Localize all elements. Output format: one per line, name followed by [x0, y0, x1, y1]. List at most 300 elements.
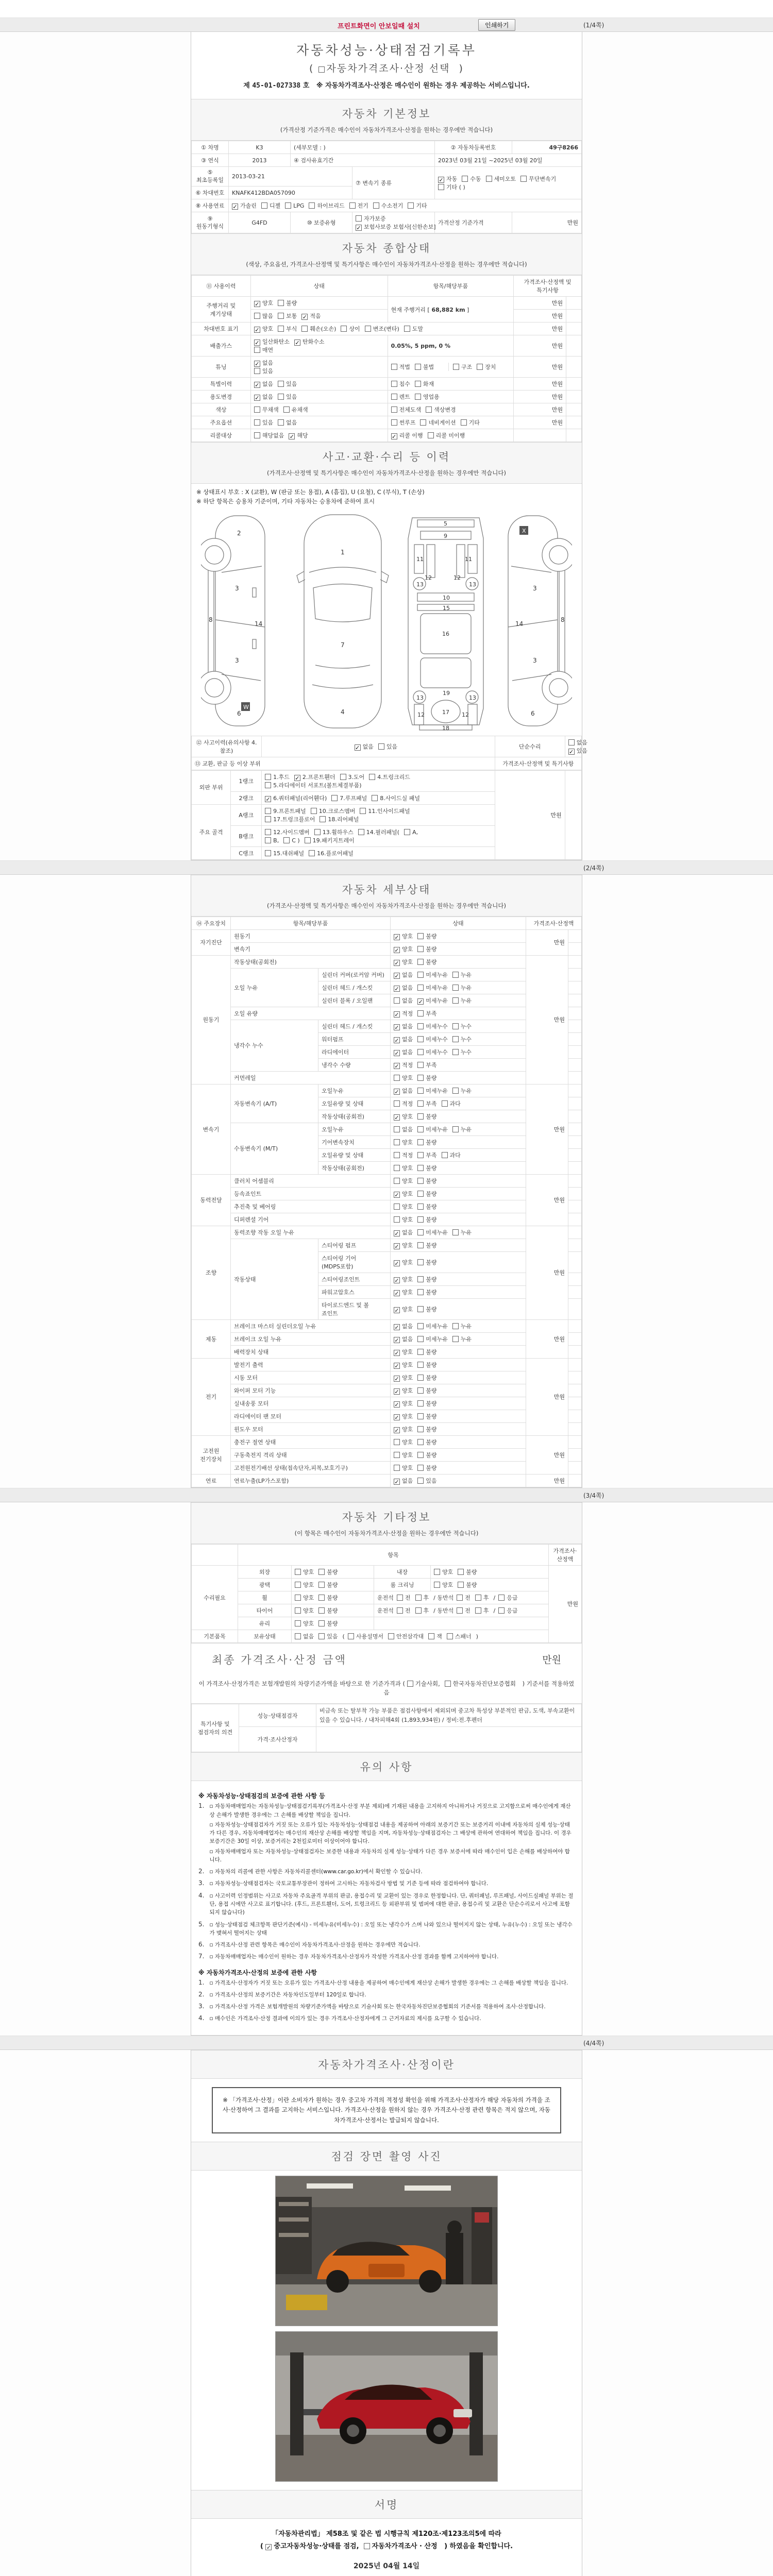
checkbox[interactable] [442, 1100, 448, 1107]
device-group-label: 전기 [192, 1358, 231, 1435]
checkbox[interactable] [394, 1204, 400, 1210]
checkbox[interactable]: ✓ [394, 1114, 399, 1121]
option [391, 418, 416, 427]
checkbox[interactable] [394, 997, 400, 1004]
extra-cell [568, 1174, 581, 1187]
checkbox[interactable] [498, 1607, 505, 1614]
extra-cell [568, 1136, 581, 1148]
checkbox[interactable]: ✓ [255, 382, 260, 388]
checkbox[interactable]: ✓ [355, 744, 360, 751]
checkbox[interactable] [417, 1165, 424, 1171]
checkbox[interactable] [452, 1023, 459, 1029]
price-cell: 만원 [526, 955, 568, 1084]
checkbox[interactable] [388, 1633, 394, 1639]
checkbox[interactable]: ✓ [394, 1024, 399, 1031]
checkbox[interactable] [452, 985, 459, 991]
checkbox[interactable] [318, 1633, 325, 1639]
checkbox[interactable] [417, 1178, 424, 1184]
checkbox[interactable] [394, 1216, 400, 1223]
checkbox[interactable] [340, 774, 346, 780]
checkbox[interactable]: ✓ [394, 1037, 399, 1044]
checkbox[interactable] [408, 202, 414, 209]
notes-bullets [209, 1802, 575, 1866]
option-label: 없음 [262, 394, 274, 400]
browser-top-space [0, 0, 773, 18]
checkbox[interactable] [254, 432, 260, 438]
appraiser-opinion-text [316, 1727, 582, 1752]
checkbox[interactable] [254, 368, 260, 374]
install-notice[interactable]: 프린트화면이 안보일때 설치 [338, 23, 420, 30]
checkbox[interactable] [404, 326, 410, 332]
checkbox[interactable] [278, 394, 284, 400]
checkbox[interactable]: ✓ [394, 972, 399, 979]
checkbox[interactable]: ✓ [394, 1062, 399, 1070]
option-label: 불량 [426, 1074, 437, 1081]
checkbox[interactable]: ✓ [255, 361, 260, 367]
item-cell [388, 378, 514, 391]
checkbox[interactable] [309, 202, 315, 209]
checkbox[interactable] [417, 1306, 424, 1312]
checkbox[interactable] [295, 1607, 301, 1614]
checkbox[interactable] [417, 1139, 424, 1145]
checkbox[interactable] [320, 816, 326, 822]
checkbox[interactable]: ✓ [418, 998, 423, 1005]
accident-history-options[interactable] [262, 736, 495, 757]
checkbox[interactable] [417, 959, 424, 965]
checkbox[interactable] [420, 419, 426, 426]
checkbox[interactable] [417, 1023, 424, 1029]
option [394, 1477, 413, 1485]
notes-item [198, 1953, 575, 1962]
checkbox[interactable] [417, 1439, 424, 1445]
checkbox[interactable]: ✓ [394, 1191, 399, 1198]
checkbox[interactable] [415, 364, 421, 370]
checkbox[interactable]: ✓ [255, 301, 260, 308]
checkbox[interactable] [394, 1075, 400, 1081]
checkbox[interactable]: ✓ [394, 934, 399, 941]
option-label: 불량 [426, 1139, 437, 1146]
option-label: 불량 [327, 1581, 338, 1588]
checkbox[interactable]: ✓ [394, 1414, 399, 1421]
checkbox[interactable]: ✓ [394, 1277, 399, 1284]
warranty-options[interactable] [352, 212, 435, 233]
option-text: / [493, 1607, 496, 1614]
checkbox[interactable] [358, 829, 364, 835]
checkbox[interactable] [452, 1126, 459, 1132]
checkbox[interactable] [391, 419, 397, 426]
option [394, 971, 413, 979]
checkbox[interactable] [394, 1139, 400, 1145]
checkbox[interactable] [394, 1178, 400, 1184]
checkbox[interactable] [520, 176, 527, 182]
simple-repair-options[interactable] [565, 736, 587, 757]
checkbox[interactable] [318, 1569, 325, 1575]
option [278, 299, 297, 307]
checkbox[interactable]: ✓ [394, 1260, 399, 1267]
checkbox[interactable] [417, 1336, 424, 1342]
table-row [192, 1565, 582, 1578]
checkbox[interactable]: ✓ [394, 1375, 399, 1382]
checkbox[interactable] [452, 1229, 459, 1235]
checkbox[interactable] [457, 1595, 463, 1601]
checkbox[interactable]: ✓ [394, 1336, 399, 1344]
option-label: 양호 [402, 1426, 413, 1433]
checkbox[interactable] [295, 1620, 301, 1626]
checkbox[interactable]: ✓ [394, 1401, 399, 1408]
checkbox[interactable]: ✓ [394, 1011, 399, 1018]
other-info-title: 자동차 기타정보 [342, 1511, 431, 1523]
checkbox[interactable] [453, 364, 459, 370]
checkbox[interactable] [278, 313, 284, 319]
checkbox[interactable]: ✓ [394, 985, 399, 992]
checkbox[interactable] [486, 176, 492, 182]
notes-item-number: 2. [198, 1990, 205, 1998]
checkbox[interactable] [318, 1607, 325, 1614]
checkbox[interactable] [295, 1633, 301, 1639]
checkbox[interactable] [458, 1569, 464, 1575]
checkbox[interactable] [265, 816, 271, 822]
option-label: 자동차가격조사 · 산정 [372, 2542, 438, 2550]
checkbox[interactable]: ✓ [394, 1049, 399, 1057]
checkbox[interactable]: ✓ [394, 1230, 399, 1237]
checkbox[interactable] [417, 1191, 424, 1197]
checkbox[interactable] [452, 1049, 459, 1055]
checkbox[interactable] [452, 972, 459, 978]
extra-cell [568, 968, 581, 981]
option [458, 1568, 477, 1576]
option [278, 312, 297, 320]
checkbox[interactable] [391, 364, 397, 370]
checkbox[interactable] [434, 1582, 440, 1588]
item-label: 내장 [374, 1565, 431, 1578]
checkbox[interactable] [254, 406, 260, 413]
checkbox[interactable]: ✓ [391, 433, 397, 440]
option-label: 16.플로어패널 [317, 850, 354, 857]
checkbox[interactable] [417, 1387, 424, 1394]
checkbox[interactable]: ✓ [265, 795, 271, 803]
checkbox[interactable] [331, 795, 338, 801]
checkbox[interactable] [461, 419, 467, 426]
checkbox[interactable] [391, 394, 397, 400]
checkbox[interactable] [417, 1113, 424, 1120]
checkbox[interactable] [265, 782, 271, 788]
price-select-checkbox-group[interactable] [318, 63, 455, 74]
checkbox[interactable] [428, 432, 434, 438]
checkbox[interactable] [415, 1595, 422, 1601]
checkbox[interactable] [261, 202, 267, 209]
checkbox[interactable] [295, 1595, 301, 1601]
checkbox[interactable]: ✓ [356, 225, 361, 231]
checkbox[interactable] [442, 1152, 448, 1158]
checkbox[interactable] [498, 1595, 505, 1601]
checkbox[interactable] [265, 774, 271, 780]
checkbox[interactable]: ✓ [255, 327, 260, 333]
checkbox[interactable] [417, 985, 424, 991]
option-label: 없음 [402, 1048, 413, 1056]
checkbox[interactable] [417, 1413, 424, 1419]
checkbox[interactable]: ✓ [394, 1427, 399, 1434]
notes-subhead: ※ 자동차가격조사·산정의 보증에 관한 사항 [198, 1969, 317, 1976]
checkbox[interactable] [285, 202, 291, 209]
checkbox[interactable] [397, 1595, 403, 1601]
checkbox[interactable]: ✓ [394, 946, 399, 954]
checkbox[interactable] [369, 774, 375, 780]
option [355, 742, 374, 751]
checkbox[interactable]: ✓ [394, 1349, 399, 1357]
checkbox[interactable] [373, 202, 379, 209]
table-row [192, 1461, 582, 1474]
checkbox[interactable] [417, 1075, 424, 1081]
checkbox[interactable] [394, 1126, 400, 1132]
checkbox[interactable] [417, 1452, 424, 1458]
item-label: 변속기 [231, 942, 391, 955]
rank-label: B랭크 [231, 825, 262, 846]
checkbox[interactable]: ✓ [394, 1088, 399, 1095]
checkbox[interactable] [417, 1276, 424, 1282]
checkbox[interactable] [278, 300, 284, 306]
device-group-label: 자기진단 [192, 929, 231, 955]
option [394, 1399, 413, 1408]
option-label: 미세누수 [426, 1023, 448, 1030]
checkbox[interactable]: ✓ [255, 395, 260, 401]
checkbox[interactable] [415, 1607, 422, 1614]
checkbox[interactable] [417, 1362, 424, 1368]
checkbox[interactable] [417, 1010, 424, 1016]
option-label: LPG [293, 202, 305, 209]
checkbox[interactable]: ✓ [302, 314, 307, 320]
checkbox[interactable] [360, 808, 366, 814]
option-label: 침수 [399, 381, 410, 387]
svg-text:15: 15 [443, 604, 450, 612]
checkbox[interactable] [568, 739, 575, 745]
state-cell [391, 1007, 526, 1020]
extra-cell [568, 1273, 581, 1285]
checkbox[interactable] [391, 381, 397, 387]
checkbox[interactable] [417, 1259, 424, 1265]
doc-no-suffix: 호 [303, 82, 310, 90]
option-label: 적음 [310, 313, 321, 319]
checkbox[interactable] [458, 1582, 464, 1588]
checkbox[interactable] [295, 1582, 301, 1588]
option-label: 불량 [426, 1190, 437, 1197]
checkbox[interactable] [434, 1569, 440, 1575]
fuel-options[interactable] [229, 199, 582, 212]
option-label: 전 [405, 1594, 411, 1601]
svg-text:13: 13 [469, 581, 476, 588]
table-row [192, 1630, 582, 1642]
checkbox[interactable] [417, 1126, 424, 1132]
checkbox[interactable] [283, 406, 290, 413]
checkbox[interactable]: ✓ [569, 748, 574, 755]
checkbox[interactable]: ✓ [394, 1478, 399, 1485]
option-label: A, [412, 828, 418, 836]
checkbox[interactable] [265, 829, 271, 835]
checkbox[interactable] [265, 837, 271, 843]
checkbox[interactable] [452, 997, 459, 1004]
checkbox[interactable] [348, 1633, 354, 1639]
checkbox[interactable]: ✓ [295, 774, 300, 782]
checkbox[interactable] [378, 743, 384, 750]
option-label: 3.도어 [348, 773, 365, 781]
checkbox[interactable] [415, 381, 421, 387]
checkbox[interactable]: ✓ [394, 1362, 399, 1369]
checkbox[interactable] [265, 850, 271, 856]
notes-bullets [209, 1892, 575, 1919]
item-label: 작동상태 [231, 1239, 318, 1319]
stmt-checkbox-group[interactable] [265, 2543, 442, 2550]
checkbox[interactable]: ✓ [394, 959, 399, 967]
option [311, 807, 356, 815]
checkbox[interactable] [417, 1229, 424, 1235]
checkbox[interactable] [295, 1569, 301, 1575]
checkbox[interactable]: ✓ [289, 433, 294, 440]
vin-value: KNAFK412BDA057090 [229, 187, 352, 199]
checkbox[interactable] [452, 1336, 459, 1342]
checkbox[interactable] [417, 1426, 424, 1432]
checkbox[interactable] [314, 829, 321, 835]
checkbox[interactable] [278, 326, 284, 332]
checkbox[interactable]: ✓ [394, 1324, 399, 1331]
option [278, 418, 297, 427]
checkbox[interactable] [417, 1289, 424, 1295]
checkbox[interactable] [426, 406, 432, 413]
checkbox[interactable] [391, 406, 397, 413]
checkbox[interactable] [254, 313, 260, 319]
checkbox[interactable]: ✓ [255, 340, 260, 346]
checkbox[interactable] [417, 972, 424, 978]
option [404, 325, 423, 333]
checkbox[interactable] [452, 1036, 459, 1042]
checkbox[interactable] [394, 1152, 400, 1158]
checkbox[interactable] [475, 1607, 481, 1614]
checkbox[interactable] [417, 1204, 424, 1210]
checkbox[interactable] [417, 946, 424, 952]
option-label: 부족 [426, 1151, 437, 1159]
checkbox[interactable] [417, 933, 424, 939]
item-label: 와이퍼 모터 기능 [231, 1384, 391, 1397]
checkbox[interactable] [311, 808, 317, 814]
checkbox[interactable] [417, 1478, 424, 1484]
checkbox[interactable] [417, 1216, 424, 1223]
checkbox[interactable] [397, 1607, 403, 1614]
checkbox[interactable] [417, 1375, 424, 1381]
option-label: 리콜 이행 [399, 432, 423, 439]
appraiser-opinion-label: 가격·조사산정자 [239, 1727, 316, 1752]
option-label: 없음 [402, 1335, 413, 1343]
checkbox[interactable] [318, 1595, 325, 1601]
checkbox[interactable]: ✓ [394, 1243, 399, 1250]
checkbox[interactable] [404, 829, 410, 835]
checkbox[interactable] [394, 1465, 400, 1471]
extra-cell [565, 770, 581, 859]
checkbox[interactable] [283, 837, 290, 843]
device-group-label: 제동 [192, 1319, 231, 1358]
table-row [192, 429, 582, 442]
checkbox[interactable] [417, 1062, 424, 1068]
checkbox[interactable] [318, 1582, 325, 1588]
checkbox[interactable] [417, 1465, 424, 1471]
price-basis-line [191, 1675, 582, 1704]
checkbox[interactable]: ✓ [439, 177, 444, 183]
state-cell [292, 1604, 374, 1617]
checkbox[interactable] [394, 1165, 400, 1171]
checkbox[interactable] [417, 1088, 424, 1094]
checkbox[interactable] [452, 1323, 459, 1329]
checkbox[interactable] [254, 419, 260, 426]
rank-options [262, 825, 495, 846]
checkbox[interactable] [265, 808, 271, 814]
checkbox[interactable] [417, 1036, 424, 1042]
checkbox[interactable] [301, 326, 308, 332]
checkbox[interactable] [318, 66, 325, 73]
checkbox[interactable] [318, 1620, 325, 1626]
checkbox[interactable] [417, 1100, 424, 1107]
checkbox[interactable] [457, 1607, 463, 1614]
checkbox[interactable] [278, 419, 284, 426]
option-label: 매연 [262, 347, 274, 353]
state-cell [391, 929, 526, 942]
checkbox[interactable] [254, 347, 260, 353]
checkbox[interactable] [365, 326, 371, 332]
checkbox[interactable] [477, 364, 483, 370]
checkbox[interactable]: ✓ [295, 340, 300, 346]
checkbox[interactable] [417, 1049, 424, 1055]
checkbox[interactable] [475, 1595, 481, 1601]
checkbox[interactable] [417, 1242, 424, 1248]
checkbox[interactable] [445, 1681, 451, 1687]
option-label: 없음 [402, 1126, 413, 1133]
checkbox[interactable]: ✓ [394, 1290, 399, 1297]
item-label: 윈도우 모터 [231, 1422, 391, 1435]
checkbox[interactable] [462, 176, 468, 182]
state-cell [391, 1251, 526, 1273]
checkbox[interactable] [356, 215, 362, 222]
checkbox[interactable] [415, 394, 421, 400]
checkbox[interactable] [417, 1323, 424, 1329]
checkbox[interactable] [417, 1400, 424, 1406]
checkbox[interactable] [447, 1633, 453, 1639]
checkbox[interactable] [341, 326, 347, 332]
table-row [192, 416, 582, 429]
checkbox[interactable] [452, 1088, 459, 1094]
checkbox[interactable] [417, 1349, 424, 1355]
checkbox[interactable] [364, 2543, 370, 2549]
checkbox[interactable] [407, 1681, 413, 1687]
checkbox[interactable]: ✓ [394, 1307, 399, 1314]
checkbox[interactable] [394, 1439, 400, 1445]
checkbox[interactable] [394, 1452, 400, 1458]
checkbox[interactable] [278, 381, 284, 387]
basis-options[interactable] [407, 1680, 520, 1687]
checkbox[interactable] [417, 1152, 424, 1158]
checkbox[interactable] [372, 795, 378, 801]
checkbox[interactable] [394, 1100, 400, 1107]
checkbox[interactable] [305, 837, 311, 843]
checkbox[interactable] [428, 1633, 434, 1639]
option [417, 1275, 436, 1283]
checkbox[interactable] [349, 202, 356, 209]
transmission-options[interactable] [435, 167, 582, 199]
checkbox[interactable]: ✓ [232, 204, 238, 210]
option [394, 1335, 413, 1343]
checkbox[interactable] [438, 184, 444, 190]
checkbox[interactable]: ✓ [394, 1388, 399, 1395]
option [394, 1202, 413, 1211]
print-button[interactable]: 인쇄하기 [478, 19, 515, 31]
fuel-label: ⑧ 사용연료 [192, 199, 229, 212]
checkbox[interactable]: ✓ [266, 2544, 272, 2551]
checkbox[interactable] [309, 850, 315, 856]
